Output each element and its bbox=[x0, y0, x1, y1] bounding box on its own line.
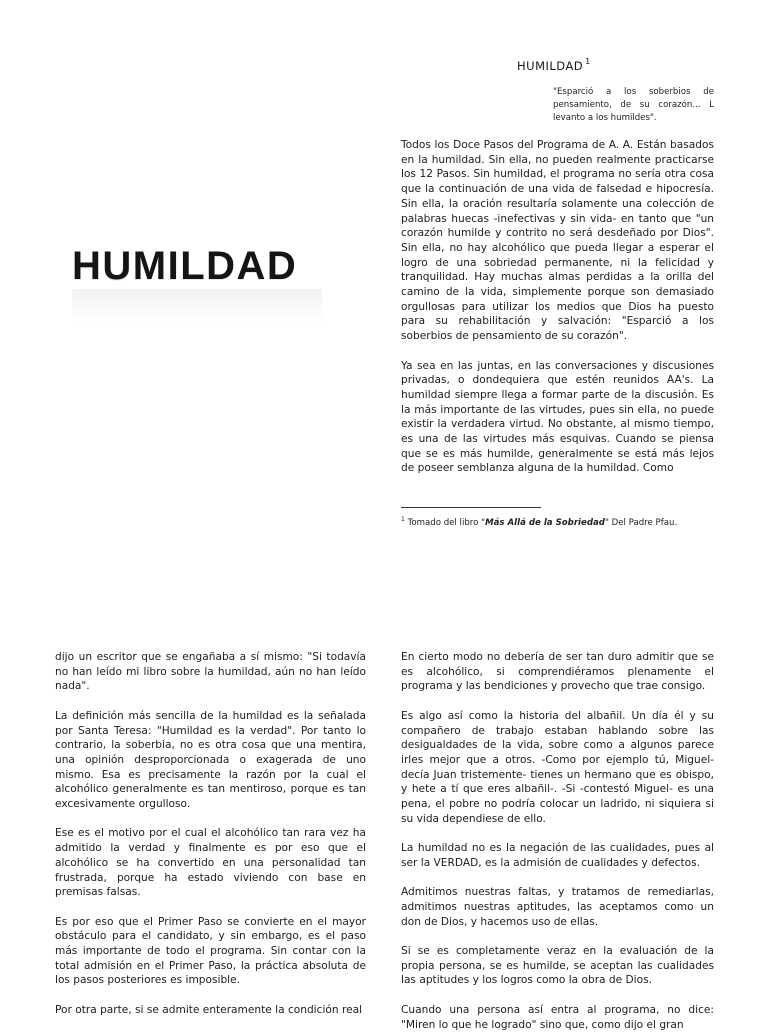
text-column-bottom-right bbox=[401, 650, 714, 1032]
footnote-suffix: " Del Padre Pfau. bbox=[604, 518, 678, 528]
section-heading bbox=[517, 57, 591, 73]
epigraph-quote: "Esparció a los soberbios de pensamiento, de su corazón... L levanto a los humildes". bbox=[553, 87, 714, 123]
paragraph: Es algo así como la historia del albañil. Un día él y su compañero de trabajo estaban hablando sobre las desigualdades de la vida, sobre como a algunos parece irles mejor que a otros. -Como por ejemplo tú, Miguel- decía Juan tristemente- tienes un hermano que es obispo, y hete a tí que eres albañil-. -Si -contestó Miguel- es una pena, el pobre no podría colocar un ladrido, ni siquiera si su vida dependiese de ello. bbox=[401, 709, 714, 825]
paragraph: Cuando una persona así entra al programa, no dice: "Miren lo que he logrado" sino que, como dijo el gran bbox=[401, 1003, 714, 1031]
title-reflection bbox=[72, 289, 322, 323]
text-column-top-right bbox=[401, 138, 714, 476]
footnote-marker[interactable]: 1 bbox=[585, 57, 591, 66]
paragraph: Admitimos nuestras faltas, y tratamos de remediarlas, admitimos nuestras aptitudes, las aceptamos como un don de Dios, y hacemos uso de ellas. bbox=[401, 886, 714, 928]
footnote-book-title: Más Allá de la Sobriedad bbox=[485, 518, 605, 528]
footnote-divider bbox=[401, 507, 541, 508]
paragraph: Es por eso que el Primer Paso se convierte en el mayor obstáculo para el candidato, y sin embargo, es el paso más importante de todo el programa. Sin contar con la total admisión en el Primer Paso, la práctica absoluta de los pasos posteriores es imposible. bbox=[55, 915, 366, 987]
paragraph: La humildad no es la negación de las cualidades, pues al ser la VERDAD, es la admisión de cualidades y defectos. bbox=[401, 842, 714, 869]
paragraph: Todos los Doce Pasos del Programa de A. A. Están basados en la humildad. Sin ella, no pueden realmente practicarse los 12 Pasos. Sin humildad, el programa no sería otra cosa que la continuación de una vida de falsedad e hipocresía. Sin ella, la oración resultaría solamente una colección de palabras huecas -inefectivas y sin vida- en tanto que "un corazón humilde y contrito no será desdeñado por Dios". Sin ella, no hay alcohólico que pueda llegar a esperar el logro de una sobriedad permanente, ni la felicidad y tranquilidad. Hay muchas almas perdidas a la orilla del camino de la vida, simplemente porque son demasiado orgullosas para utilizar los medios que Dios ha puesto para su rehabilitación y salvación: "Esparció a los soberbios de pensamiento de su corazón". bbox=[401, 139, 714, 343]
paragraph: dijo un escritor que se engañaba a sí mismo: "Si todavía no han leído mi libro sobre la humildad, aún no han leído nada". bbox=[55, 651, 366, 693]
heading-text: HUMILDAD bbox=[517, 59, 584, 73]
paragraph: La definición más sencilla de la humildad es la señalada por Santa Teresa: "Humildad es la verdad". Por tanto lo contrario, la soberbia, no es otra cosa que una mentira, una opinión desproporcionada o exagerada de uno mismo. Esa es precisamente la razón por la cual el alcohólico generalmente es tan mentiroso, porque es tan excesivamente orgulloso. bbox=[55, 709, 366, 811]
footnote-number: 1 bbox=[401, 516, 405, 523]
paragraph: Ese es el motivo por el cual el alcohólico tan rara vez ha admitido la verdad y finalmente es por eso que el alcohólico se ha convertido en una personalidad tan frustrada, porque ha estado viviendo con base en premisas falsas. bbox=[55, 827, 366, 899]
footnote-prefix: Tomado del libro " bbox=[407, 518, 486, 528]
footnote bbox=[401, 514, 721, 529]
paragraph: Si se es completamente veraz en la evaluación de la propia persona, se es humilde, se aceptan las cualidades las aptitudes y los logros como la obra de Dios. bbox=[401, 945, 714, 987]
paragraph: En cierto modo no debería de ser tan duro admitir que se es alcohólico, si comprendiéramos plenamente el programa y las bendiciones y provecho que trae consigo. bbox=[401, 651, 714, 693]
paragraph: Por otra parte, si se admite enteramente la condición real bbox=[55, 1003, 363, 1016]
cover-title: HUMILDAD bbox=[72, 244, 298, 288]
paragraph: Ya sea en las juntas, en las conversaciones y discusiones privadas, o dondequiera que estén reunidos AA's. La humildad siempre llega a formar parte de la discusión. Es la más importante de las virtudes, pues sin ella, no puede existir la verdadera virtud. No obstante, al mismo tiempo, es una de las virtudes más esquivas. Cuando se piensa que se es más humilde, generalmente se está más lejos de poseer semblanza alguna de la humildad. Como bbox=[401, 359, 714, 475]
text-column-bottom-left bbox=[55, 650, 366, 1018]
